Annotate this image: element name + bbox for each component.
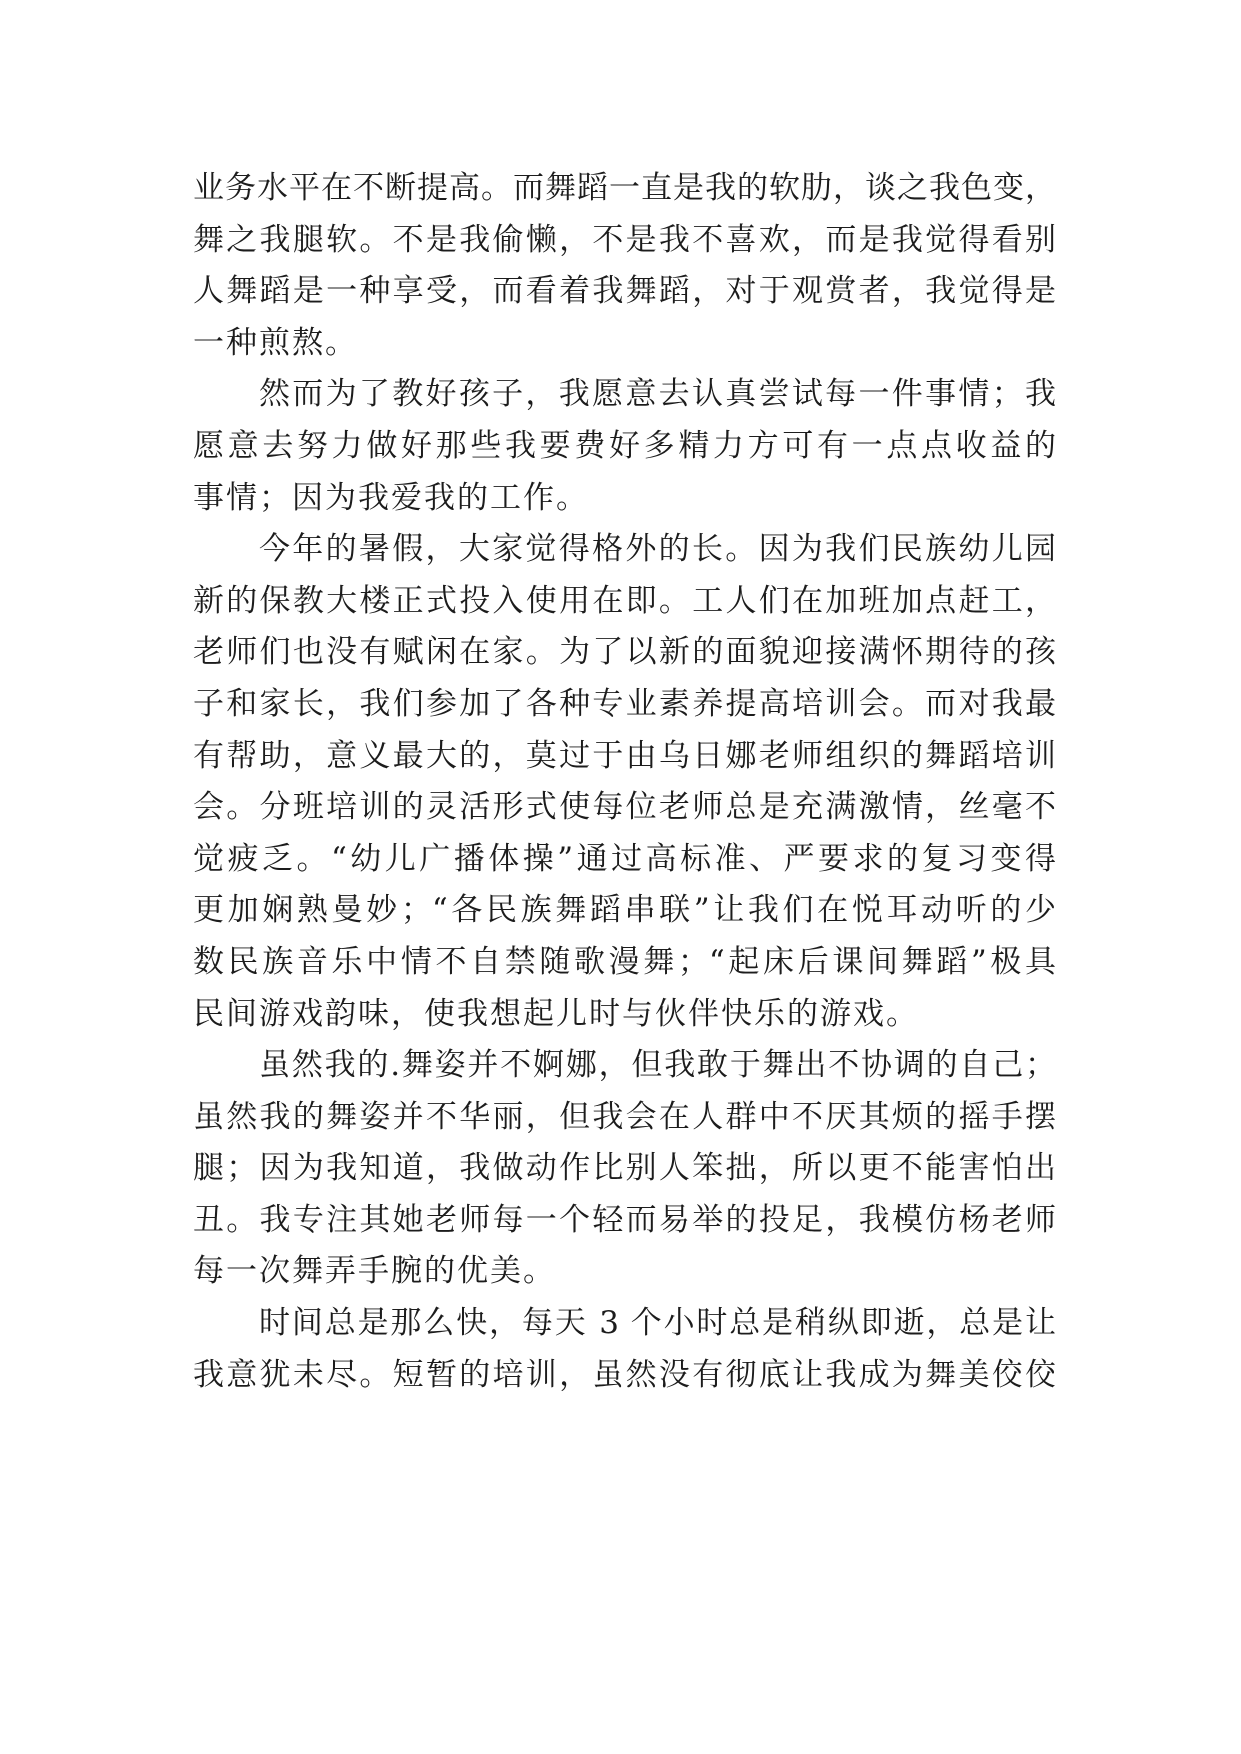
document-body bbox=[193, 163, 1056, 1401]
text-line: 舞之我腿软。不是我偷懒，不是我不喜欢，而是我觉得看别 bbox=[193, 221, 1056, 258]
text-line: 时间总是那么快，每天 3 个小时总是稍纵即逝，总是让 bbox=[259, 1305, 1056, 1342]
text-line: 民间游戏韵味，使我想起儿时与伙伴快乐的游戏。 bbox=[193, 995, 919, 1032]
text-line: 人舞蹈是一种享受，而看着我舞蹈，对于观赏者，我觉得是 bbox=[193, 273, 1056, 310]
paragraph bbox=[193, 163, 1056, 369]
text-line: 新的保教大楼正式投入使用在即。工人们在加班加点赶工， bbox=[193, 582, 1056, 619]
text-line: 会。分班培训的灵活形式使每位老师总是充满激情，丝毫不 bbox=[193, 789, 1056, 826]
text-line: 数民族音乐中情不自禁随歌漫舞；“起床后课间舞蹈”极具 bbox=[193, 943, 1056, 980]
paragraph bbox=[193, 1298, 1056, 1401]
text-line: 虽然我的.舞姿并不婀娜，但我敢于舞出不协调的自己； bbox=[259, 1047, 1056, 1084]
text-line: 每一次舞弄手腕的优美。 bbox=[193, 1253, 556, 1290]
text-line: 子和家长，我们参加了各种专业素养提高培训会。而对我最 bbox=[193, 685, 1056, 722]
text-line: 觉疲乏。“幼儿广播体操”通过高标准、严要求的复习变得 bbox=[193, 840, 1056, 877]
text-line: 丑。我专注其她老师每一个轻而易举的投足，我模仿杨老师 bbox=[193, 1201, 1056, 1238]
text-line: 我意犹未尽。短暂的培训，虽然没有彻底让我成为舞美佼佼 bbox=[193, 1356, 1056, 1393]
text-line: 有帮助，意义最大的，莫过于由乌日娜老师组织的舞蹈培训 bbox=[193, 737, 1056, 774]
text-line: 然而为了教好孩子，我愿意去认真尝试每一件事情；我 bbox=[259, 376, 1056, 413]
text-line: 愿意去努力做好那些我要费好多精力方可有一点点收益的 bbox=[193, 427, 1056, 464]
paragraph bbox=[193, 524, 1056, 1040]
paragraph bbox=[193, 1040, 1056, 1298]
text-line: 腿；因为我知道，我做动作比别人笨拙，所以更不能害怕出 bbox=[193, 1150, 1056, 1187]
paragraph bbox=[193, 369, 1056, 524]
text-line: 事情；因为我爱我的工作。 bbox=[193, 479, 589, 516]
text-line: 今年的暑假，大家觉得格外的长。因为我们民族幼儿园 bbox=[259, 531, 1056, 568]
text-line: 更加娴熟曼妙；“各民族舞蹈串联”让我们在悦耳动听的少 bbox=[193, 892, 1056, 929]
text-line: 老师们也没有赋闲在家。为了以新的面貌迎接满怀期待的孩 bbox=[193, 634, 1056, 671]
text-line: 业务水平在不断提高。而舞蹈一直是我的软肋，谈之我色变， bbox=[193, 170, 1056, 206]
text-line: 一种煎熬。 bbox=[193, 324, 358, 361]
text-line: 虽然我的舞姿并不华丽，但我会在人群中不厌其烦的摇手摆 bbox=[193, 1098, 1056, 1135]
